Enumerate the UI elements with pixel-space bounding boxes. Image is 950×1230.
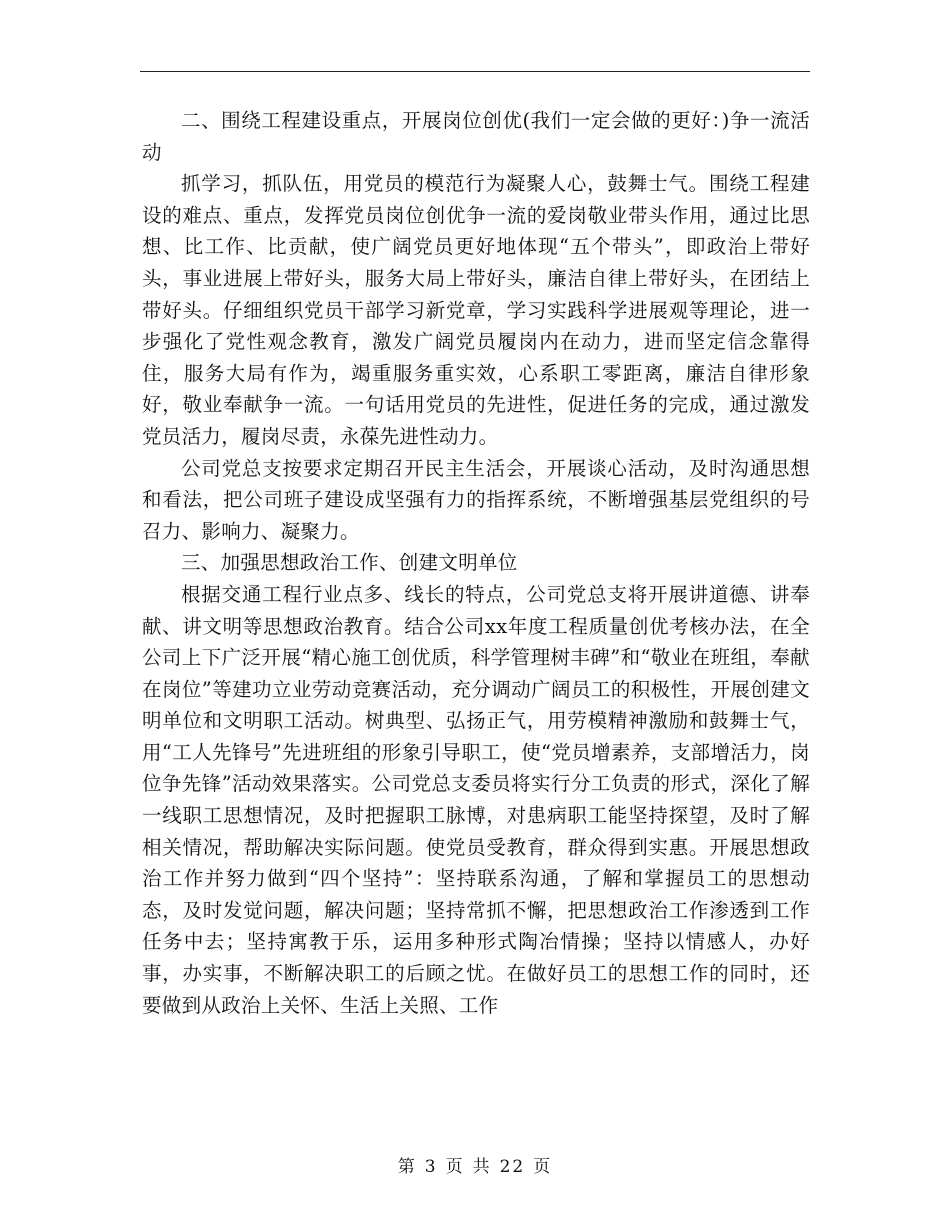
page-footer bbox=[0, 1152, 950, 1177]
section-heading-3: 三、加强思想政治工作、创建文明单位 bbox=[181, 551, 518, 575]
body-paragraph: 根据交通工程行业点多、线长的特点，公司党总支将开展讲道德、讲奉献、讲文明等思想政治教育。结合公司xx年度工程质量创优考核办法，在全公司上下广泛开展“精心施工创优质，科学管理树丰碑”和“敬业在班组，奉献在岗位”等建功立业劳动竞赛活动，充分调动广阔员工的积极性，开展创建文明单位和文明职工活动。树典型、弘扬正气，用劳模精神激励和鼓舞士气，用“工人先锋号”先进班组的形象引导职工，使“党员增素养，支部增活力，岗位争先锋”活动效果落实。公司党总支委员将实行分工负责的形式，深化了解一线职工思想情况，及时把握职工脉博，对患病职工能坚持探望，及时了解相关情况，帮助解决实际问题。使党员受教育，群众得到实惠。开展思想政治工作并努力做到“四个坚持”：坚持联系沟通，了解和掌握员工的思想动态，及时发觉问题，解决问题；坚持常抓不懈，把思想政治工作渗透到工作任务中去；坚持寓教于乐，运用多种形式陶冶情操；坚持以情感人，办好事，办实事，不断解决职工的后顾之忧。在做好员工的思想工作的同时，还要做到从政治上关怀、生活上关照、工作 bbox=[142, 582, 810, 1017]
section-heading-2: 二、围绕工程建设重点，开展岗位创优(我们一定会做的更好：)争一流活动 bbox=[142, 109, 810, 164]
footer-label-total-unit: 页 bbox=[533, 1157, 553, 1177]
footer-label-page-unit: 页 bbox=[445, 1157, 465, 1177]
body-paragraph: 公司党总支按要求定期召开民主生活会，开展谈心活动，及时沟通思想和看法，把公司班子建设成坚强有力的指挥系统，不断增强基层党组织的号召力、影响力、凝聚力。 bbox=[142, 456, 810, 543]
header-rule bbox=[140, 71, 810, 72]
footer-label-total: 共 bbox=[472, 1157, 492, 1177]
footer-label-page: 第 bbox=[397, 1157, 417, 1177]
body-paragraph: 抓学习，抓队伍，用党员的模范行为凝聚人心，鼓舞士气。围绕工程建设的难点、重点，发挥党员岗位创优争一流的爱岗敬业带头作用，通过比思想、比工作、比贡献，使广阔党员更好地体现“五个带头”，即政治上带好头，事业进展上带好头，服务大局上带好头，廉洁自律上带好头，在团结上带好头。仔细组织党员干部学习新党章，学习实践科学进展观等理论，进一步强化了党性观念教育，激发广阔党员履岗内在动力，进而坚定信念靠得住，服务大局有作为，竭重服务重实效，心系职工零距离，廉洁自律形象好，敬业奉献争一流。一句话用党员的先进性，促进任务的完成，通过激发党员活力，履岗尽责，永葆先进性动力。 bbox=[142, 172, 810, 448]
footer-total-pages: 22 bbox=[499, 1157, 526, 1177]
document-body bbox=[142, 105, 810, 1021]
footer-current-page: 3 bbox=[424, 1157, 438, 1177]
